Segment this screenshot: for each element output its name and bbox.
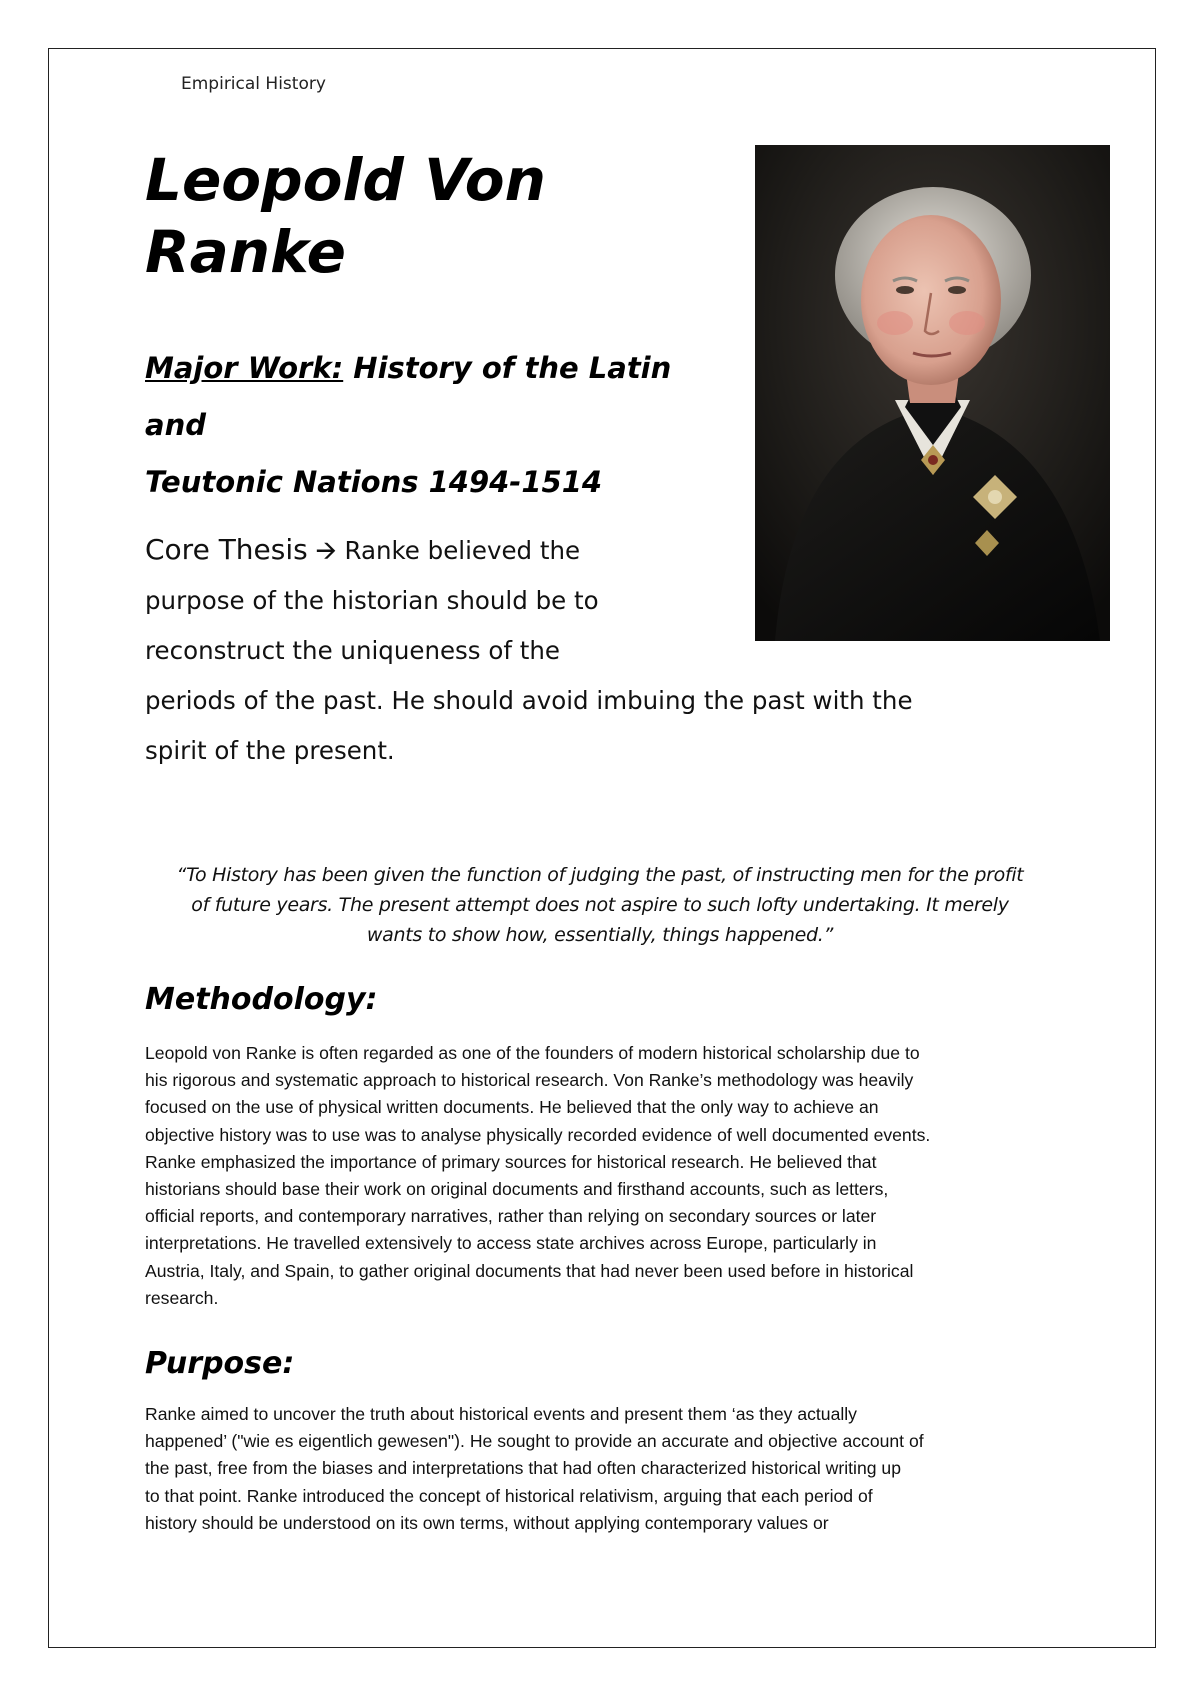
- major-work: [145, 340, 745, 511]
- major-work-line-1: History of the Latin: [343, 351, 672, 385]
- core-thesis-line-4: periods of the past. He should avoid imbuing the past with the: [145, 686, 913, 715]
- purpose-heading: Purpose:: [145, 1346, 295, 1381]
- purpose-line: the past, free from the biases and interpretations that had often characterized historical writing up: [145, 1458, 901, 1479]
- methodology-line: Austria, Italy, and Spain, to gather original documents that had never been used before in historical: [145, 1260, 914, 1281]
- methodology-line: historians should base their work on original documents and firsthand accounts, such as letters,: [145, 1179, 889, 1200]
- purpose-line: happened’ ("wie es eigentlich gewesen"). He sought to provide an accurate and objective account of: [145, 1431, 924, 1452]
- ranke-quote: [145, 860, 1055, 950]
- major-work-line-3: Teutonic Nations 1494-1514: [145, 465, 603, 499]
- running-header: Empirical History: [181, 74, 326, 94]
- right-arrow-icon: 🡪: [315, 536, 337, 566]
- core-thesis-line-1: Ranke believed the: [336, 536, 581, 565]
- methodology-line: interpretations. He travelled extensively to access state archives across Europe, particularly in: [145, 1233, 877, 1254]
- purpose-line: history should be understood on its own terms, without applying contemporary values or: [145, 1512, 829, 1533]
- purpose-line: Ranke aimed to uncover the truth about historical events and present them ‘as they actually: [145, 1404, 857, 1424]
- purpose-paragraph: [145, 1401, 1075, 1537]
- quote-line-1: “To History has been given the function of judging the past, of instructing men for the profit: [176, 864, 1024, 886]
- title-line-2: Ranke: [145, 218, 346, 286]
- methodology-line: Leopold von Ranke is often regarded as one of the founders of modern historical scholarship due to: [145, 1043, 920, 1063]
- methodology-paragraph: [145, 1040, 1075, 1312]
- methodology-line: focused on the use of physical written documents. He believed that the only way to achieve an: [145, 1097, 879, 1118]
- methodology-line: objective history was to use was to analyse physically recorded evidence of well documented events.: [145, 1124, 931, 1145]
- major-work-label: Major Work:: [145, 351, 344, 385]
- quote-line-3: wants to show how, essentially, things happened.”: [366, 924, 834, 946]
- title-line-1: Leopold Von: [145, 146, 546, 214]
- core-thesis-line-2: purpose of the historian should be to: [145, 586, 599, 615]
- core-thesis-line-3: reconstruct the uniqueness of the: [145, 636, 560, 665]
- quote-line-2: of future years. The present attempt does not aspire to such lofty undertaking. It merely: [191, 894, 1009, 916]
- purpose-line: to that point. Ranke introduced the concept of historical relativism, arguing that each period of: [145, 1485, 873, 1506]
- methodology-line: research.: [145, 1287, 219, 1308]
- methodology-line: official reports, and contemporary narratives, rather than relying on secondary sources or later: [145, 1206, 877, 1227]
- methodology-line: Ranke emphasized the importance of primary sources for historical research. He believed that: [145, 1151, 877, 1172]
- core-thesis: [145, 525, 1065, 776]
- page-title: [145, 144, 705, 288]
- major-work-line-2: and: [145, 408, 206, 442]
- methodology-line: his rigorous and systematic approach to historical research. Von Ranke’s methodology was heavily: [145, 1070, 914, 1091]
- core-thesis-label: Core Thesis: [145, 533, 308, 566]
- core-thesis-line-5: spirit of the present.: [145, 736, 395, 765]
- methodology-heading: Methodology:: [145, 982, 378, 1017]
